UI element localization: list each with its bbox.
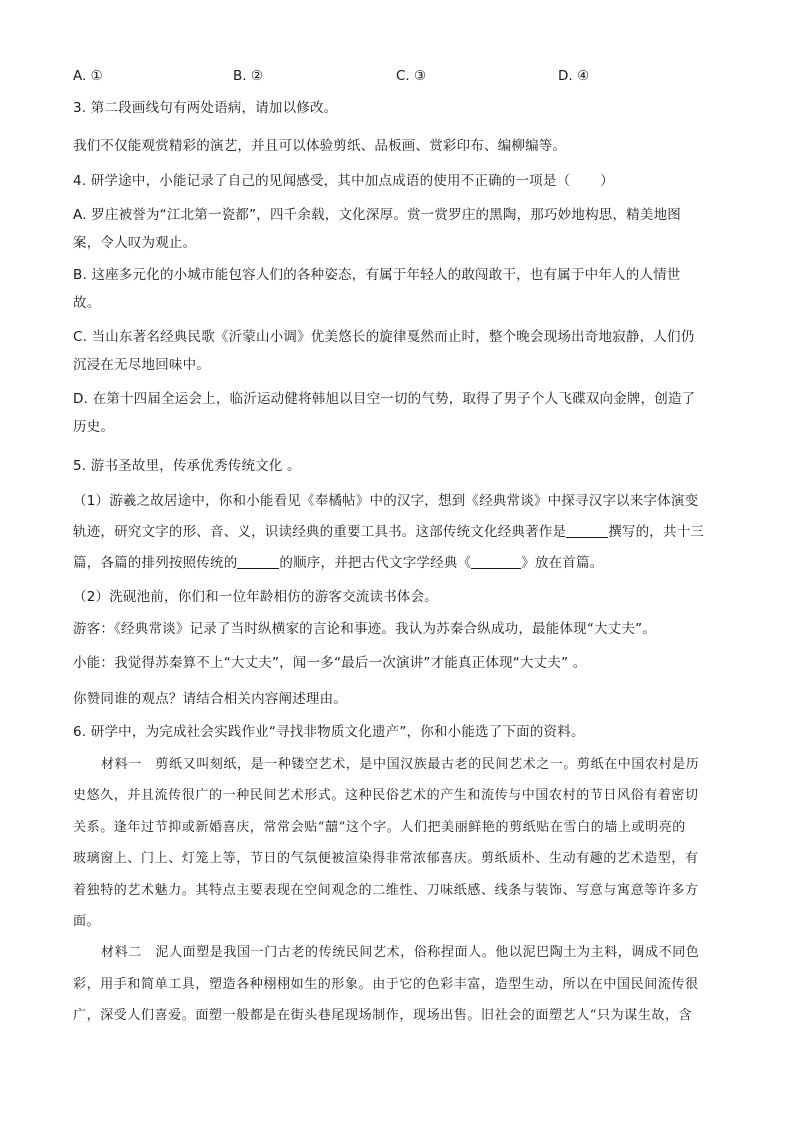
visitor-remark: 游客：《经典常谈》记录了当时纵横家的言论和事迹。我认为苏秦合纵成功，最能体现“大丈夫”。	[73, 621, 657, 637]
classic-title-blank[interactable]	[471, 554, 521, 569]
material-1-line5: 着独特的艺术魅力。其特点主要表现在空间观念的二维性、刀味纸感、线条与装饰、写意与寓意等许多方	[73, 883, 699, 898]
question-5-part2: （2）洗砚池前，你们和一位年龄相仿的游客交流读书体会。	[73, 589, 438, 605]
question-4-option-b-line1: B. 这座多元化的小城市能包容人们的各种姿态，有属于年轻人的敢闯敢干，也有属于中年人的人情世	[73, 267, 681, 283]
xiaoneng-remark: 小能：我觉得苏秦算不上“大丈夫”，闻一多“最后一次演讲”才能真正体现“大丈夫” 。	[73, 655, 587, 671]
question-4-stem-close: ）	[600, 173, 614, 189]
question-5-part1-line1: （1）游羲之故居途中，你和小能看见《奉橘帖》中的汉字，想到《经典常谈》中探寻汉字以来字体演变	[73, 493, 699, 509]
question-5-ask: 你赞同谁的观点？请结合相关内容阐述理由。	[73, 691, 347, 707]
question-4-option-d-line2: 历史。	[73, 419, 115, 435]
question-4-option-c-line2: 沉浸在无尽地回味中。	[73, 357, 210, 373]
option-a: A. ①	[73, 68, 103, 84]
order-blank[interactable]	[237, 554, 279, 569]
material-2-line1: 材料二 泥人面塑是我国一门古老的传统民间艺术，俗称捏面人。他以泥巴陶土为主料，调成不同色	[101, 945, 700, 960]
question-4-option-b-line2: 故。	[73, 295, 101, 311]
question-4-stem-text: 4. 研学途中，小能记录了自己的见闻感受，其中加点成语的使用不正确的一项是（	[73, 173, 571, 189]
material-1-line6: 面。	[73, 914, 101, 929]
option-b: B. ②	[233, 68, 263, 84]
question-5-part1-line2-text-a: 轨迹，研究文字的形、音、义，识读经典的重要工具书。这部传统文化经典著作是	[73, 524, 567, 540]
question-4-option-c-line1: C. 当山东著名经典民歌《沂蒙山小调》优美悠长的旋律戛然而止时，整个晚会现场出奇地寂静，人们仍	[73, 329, 695, 345]
question-5-part1-line3-text-c: 》放在首篇。	[521, 555, 604, 571]
material-2-line2: 彩，用手和简单工具，塑造各种栩栩如生的形象。由于它的色彩丰富，造型生动，所以在中国民间流传很	[73, 977, 699, 992]
question-4-stem	[73, 172, 614, 190]
question-5-part1-line3-text-b: 的顺序，并把古代文字学经典《	[279, 555, 472, 571]
material-1-line4: 玻璃窗上、门上、灯笼上等，节日的气氛便被渲染得非常浓郁喜庆。剪纸质朴、生动有趣的艺术造型，有	[73, 851, 699, 866]
question-6-stem: 6. 研学中，为完成社会实践作业“寻找非物质文化遗产”，你和小能选了下面的资料。	[73, 724, 585, 740]
question-3-sentence: 我们不仅能观赏精彩的演艺，并且可以体验剪纸、品板画、赏彩印布、编柳编等。	[73, 138, 567, 154]
material-1-line3: 关系。逢年过节抑或新婚喜庆，常常会贴“囍”这个字。人们把美丽鲜艳的剪纸贴在雪白的墙上或明亮的	[73, 820, 686, 835]
question-4-option-a-line2: 案，令人叹为观止。	[73, 235, 197, 251]
material-2-line3: 广，深受人们喜爱。面塑一般都是在街头巷尾现场制作，现场出售。旧社会的面塑艺人“只为谋生故，含	[73, 1008, 693, 1023]
question-5-part1-line2	[73, 523, 704, 541]
material-1-line1: 材料一 剪纸又叫刻纸，是一种镂空艺术，是中国汉族最古老的民间艺术之一。剪纸在中国农村是历	[101, 757, 700, 772]
question-5-stem: 5. 游书圣故里，传承优秀传统文化 。	[73, 458, 301, 474]
question-5-part1-line3	[73, 554, 603, 572]
material-1-line2: 史悠久，并且流传很广的一种民间艺术形式。这种民俗艺术的产生和流传与中国农村的节日风俗有着密切	[73, 788, 699, 803]
question-4-option-d-line1: D. 在第十四届全运会上，临沂运动健将韩旭以目空一切的气势，取得了男子个人飞碟双向金牌，创造了	[73, 391, 696, 407]
question-3-stem: 3. 第二段画线句有两处语病，请加以修改。	[73, 100, 338, 116]
question-5-part1-line3-text-a: 篇，各篇的排列按照传统的	[73, 555, 238, 571]
option-c: C. ③	[396, 68, 427, 84]
option-d: D. ④	[558, 68, 590, 84]
author-blank[interactable]	[566, 523, 608, 538]
question-4-option-a-line1: A. 罗庄被誉为“江北第一瓷都”，四千余载，文化深厚。赏一赏罗庄的黑陶，那巧妙地构思，精美地图	[73, 207, 681, 223]
question-5-part1-line2-text-b: 撰写的，共十三	[608, 524, 705, 540]
